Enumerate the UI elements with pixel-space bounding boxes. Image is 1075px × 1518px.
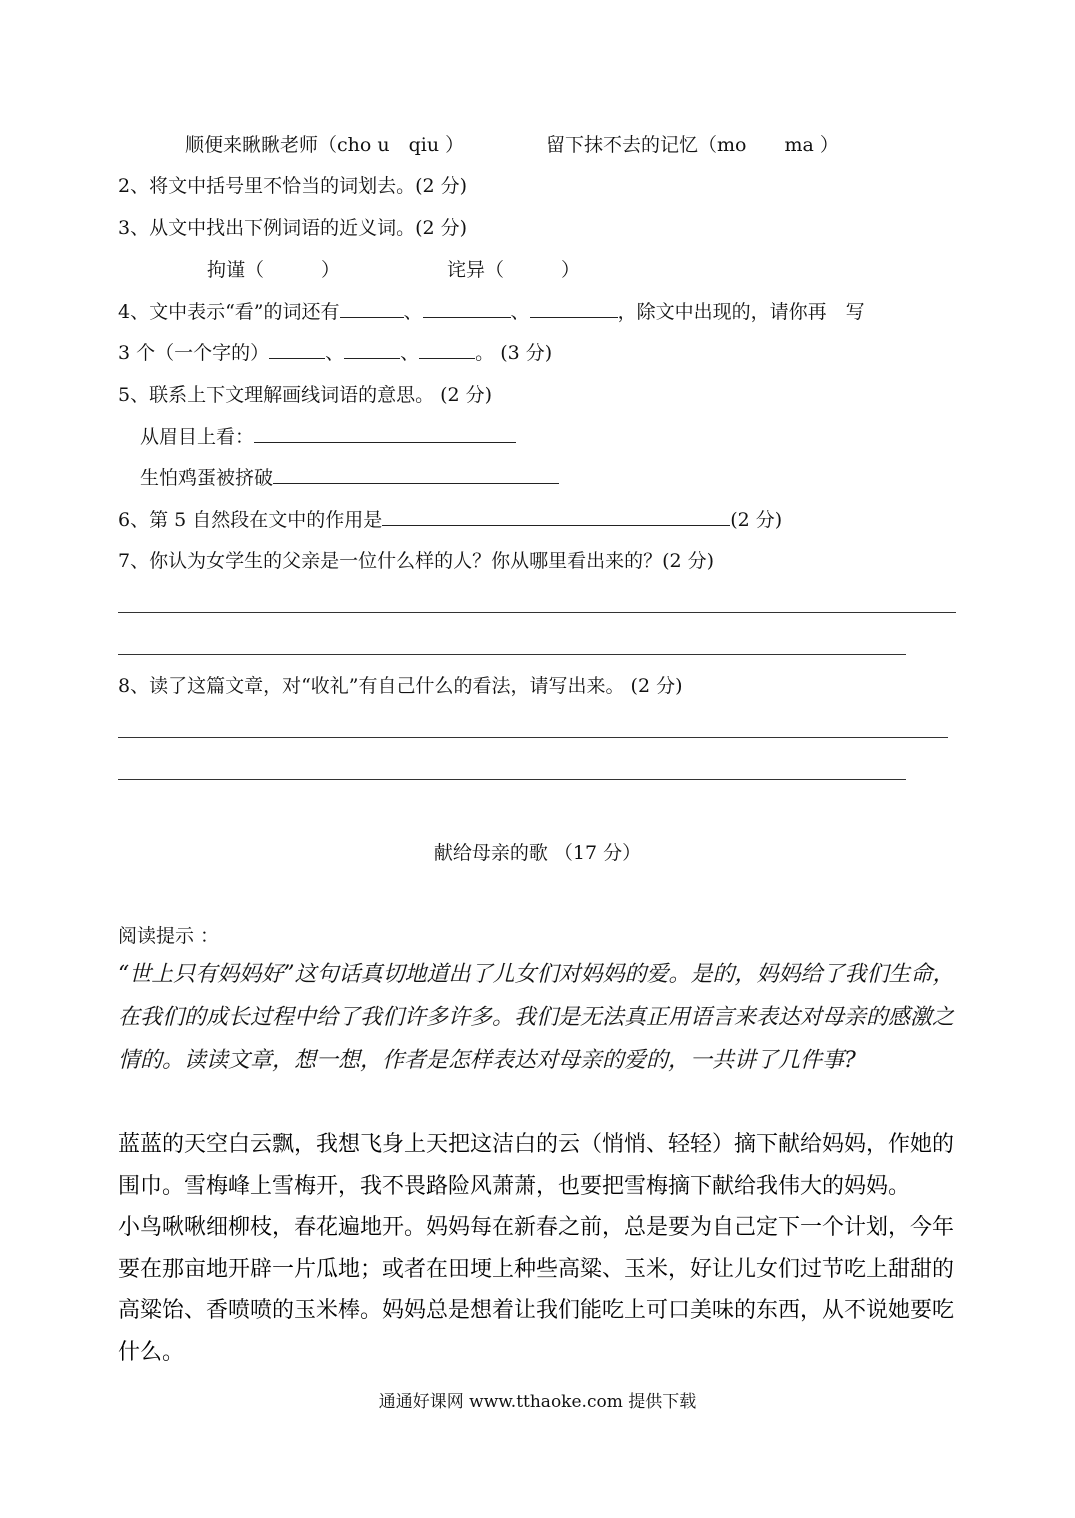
question-3-word-1: 拘谨（ ） (207, 259, 341, 281)
answer-line[interactable] (118, 612, 956, 613)
separator: 、 (510, 301, 530, 323)
answer-blank[interactable] (254, 424, 516, 443)
passage-line: 什么。 (118, 1340, 185, 1365)
answer-blank[interactable] (530, 299, 618, 318)
question-3-word-2: 诧异（ ） (447, 259, 581, 281)
question-4-line-2 (118, 340, 552, 366)
question-8: 8、读了这篇文章，对“收礼”有自己什么的看法，请写出来。 (2 分) (118, 675, 683, 697)
answer-line[interactable] (118, 737, 948, 738)
hint-label: 阅读提示 ： (118, 925, 220, 947)
hint-line: 在我们的成长过程中给了我们许多许多。我们是无法真正用语言来表达对母亲的感激之 (118, 1005, 955, 1030)
separator: 、 (325, 342, 345, 364)
answer-blank[interactable] (269, 340, 325, 359)
question-4-score: 。 (3 分) (475, 342, 553, 364)
answer-line[interactable] (118, 779, 906, 780)
answer-line[interactable] (118, 654, 906, 655)
question-3: 3、从文中找出下例词语的近义词。(2 分) (118, 217, 468, 239)
question-5-a (140, 424, 516, 450)
question-6 (118, 507, 782, 533)
hint-line: 情的。读读文章，想一想，作者是怎样表达对母亲的爱的，一共讲了几件事? (118, 1048, 856, 1073)
question-7: 7、你认为女学生的父亲是一位什么样的人？你从哪里看出来的？(2 分) (118, 550, 715, 572)
answer-blank[interactable] (419, 340, 475, 359)
question-6-score: (2 分) (730, 509, 783, 531)
section-title: 献给母亲的歌 （17 分） (433, 842, 642, 864)
separator: 、 (403, 301, 423, 323)
answer-blank[interactable] (340, 299, 404, 318)
question-2: 2、将文中括号里不恰当的词划去。(2 分) (118, 175, 468, 197)
passage-line: 围巾。雪梅峰上雪梅开，我不畏路险风萧萧，也要把雪梅摘下献给我伟大的妈妈。 (118, 1174, 911, 1199)
answer-blank[interactable] (344, 340, 400, 359)
hint-line: “世上只有妈妈好”这句话真切地道出了儿女们对妈妈的爱。是的，妈妈给了我们生命， (118, 962, 955, 987)
passage-line: 小鸟啾啾细柳枝，春花遍地开。妈妈每在新春之前，总是要为自己定下一个计划，今年 (118, 1215, 955, 1240)
answer-blank[interactable] (382, 507, 730, 526)
passage-line: 要在那亩地开辟一片瓜地；或者在田埂上种些高粱、玉米，好让儿女们过节吃上甜甜的 (118, 1257, 955, 1282)
question-5-b-text: 生怕鸡蛋被挤破 (140, 467, 274, 489)
page-footer: 通通好课网 www.tthaoke.com 提供下载 (378, 1392, 697, 1412)
passage-line: 蓝蓝的天空白云飘，我想飞身上天把这洁白的云（悄悄、轻轻）摘下献给妈妈，作她的 (118, 1132, 955, 1157)
question-4 (118, 299, 865, 325)
question-4-text-2: ，除文中出现的，请你再 写 (617, 301, 865, 323)
passage-line: 高粱饴、香喷喷的玉米棒。妈妈总是想着让我们能吃上可口美味的东西，从不说她要吃 (118, 1298, 955, 1323)
question-1-right: 留下抹不去的记忆（mo ma ） (546, 134, 839, 156)
question-1-left: 顺便来瞅瞅老师（cho u qiu ） (185, 134, 465, 156)
question-4-text-3: 3 个（一个字的） (118, 342, 270, 364)
question-4-text: 4、文中表示“看”的词还有 (118, 301, 340, 323)
answer-blank[interactable] (423, 299, 511, 318)
question-5-b (140, 465, 559, 491)
answer-blank[interactable] (273, 465, 559, 484)
question-6-text: 6、第 5 自然段在文中的作用是 (118, 509, 383, 531)
separator: 、 (400, 342, 420, 364)
question-5: 5、联系上下文理解画线词语的意思。 (2 分) (118, 384, 493, 406)
question-5-a-text: 从眉目上看： (140, 426, 255, 448)
